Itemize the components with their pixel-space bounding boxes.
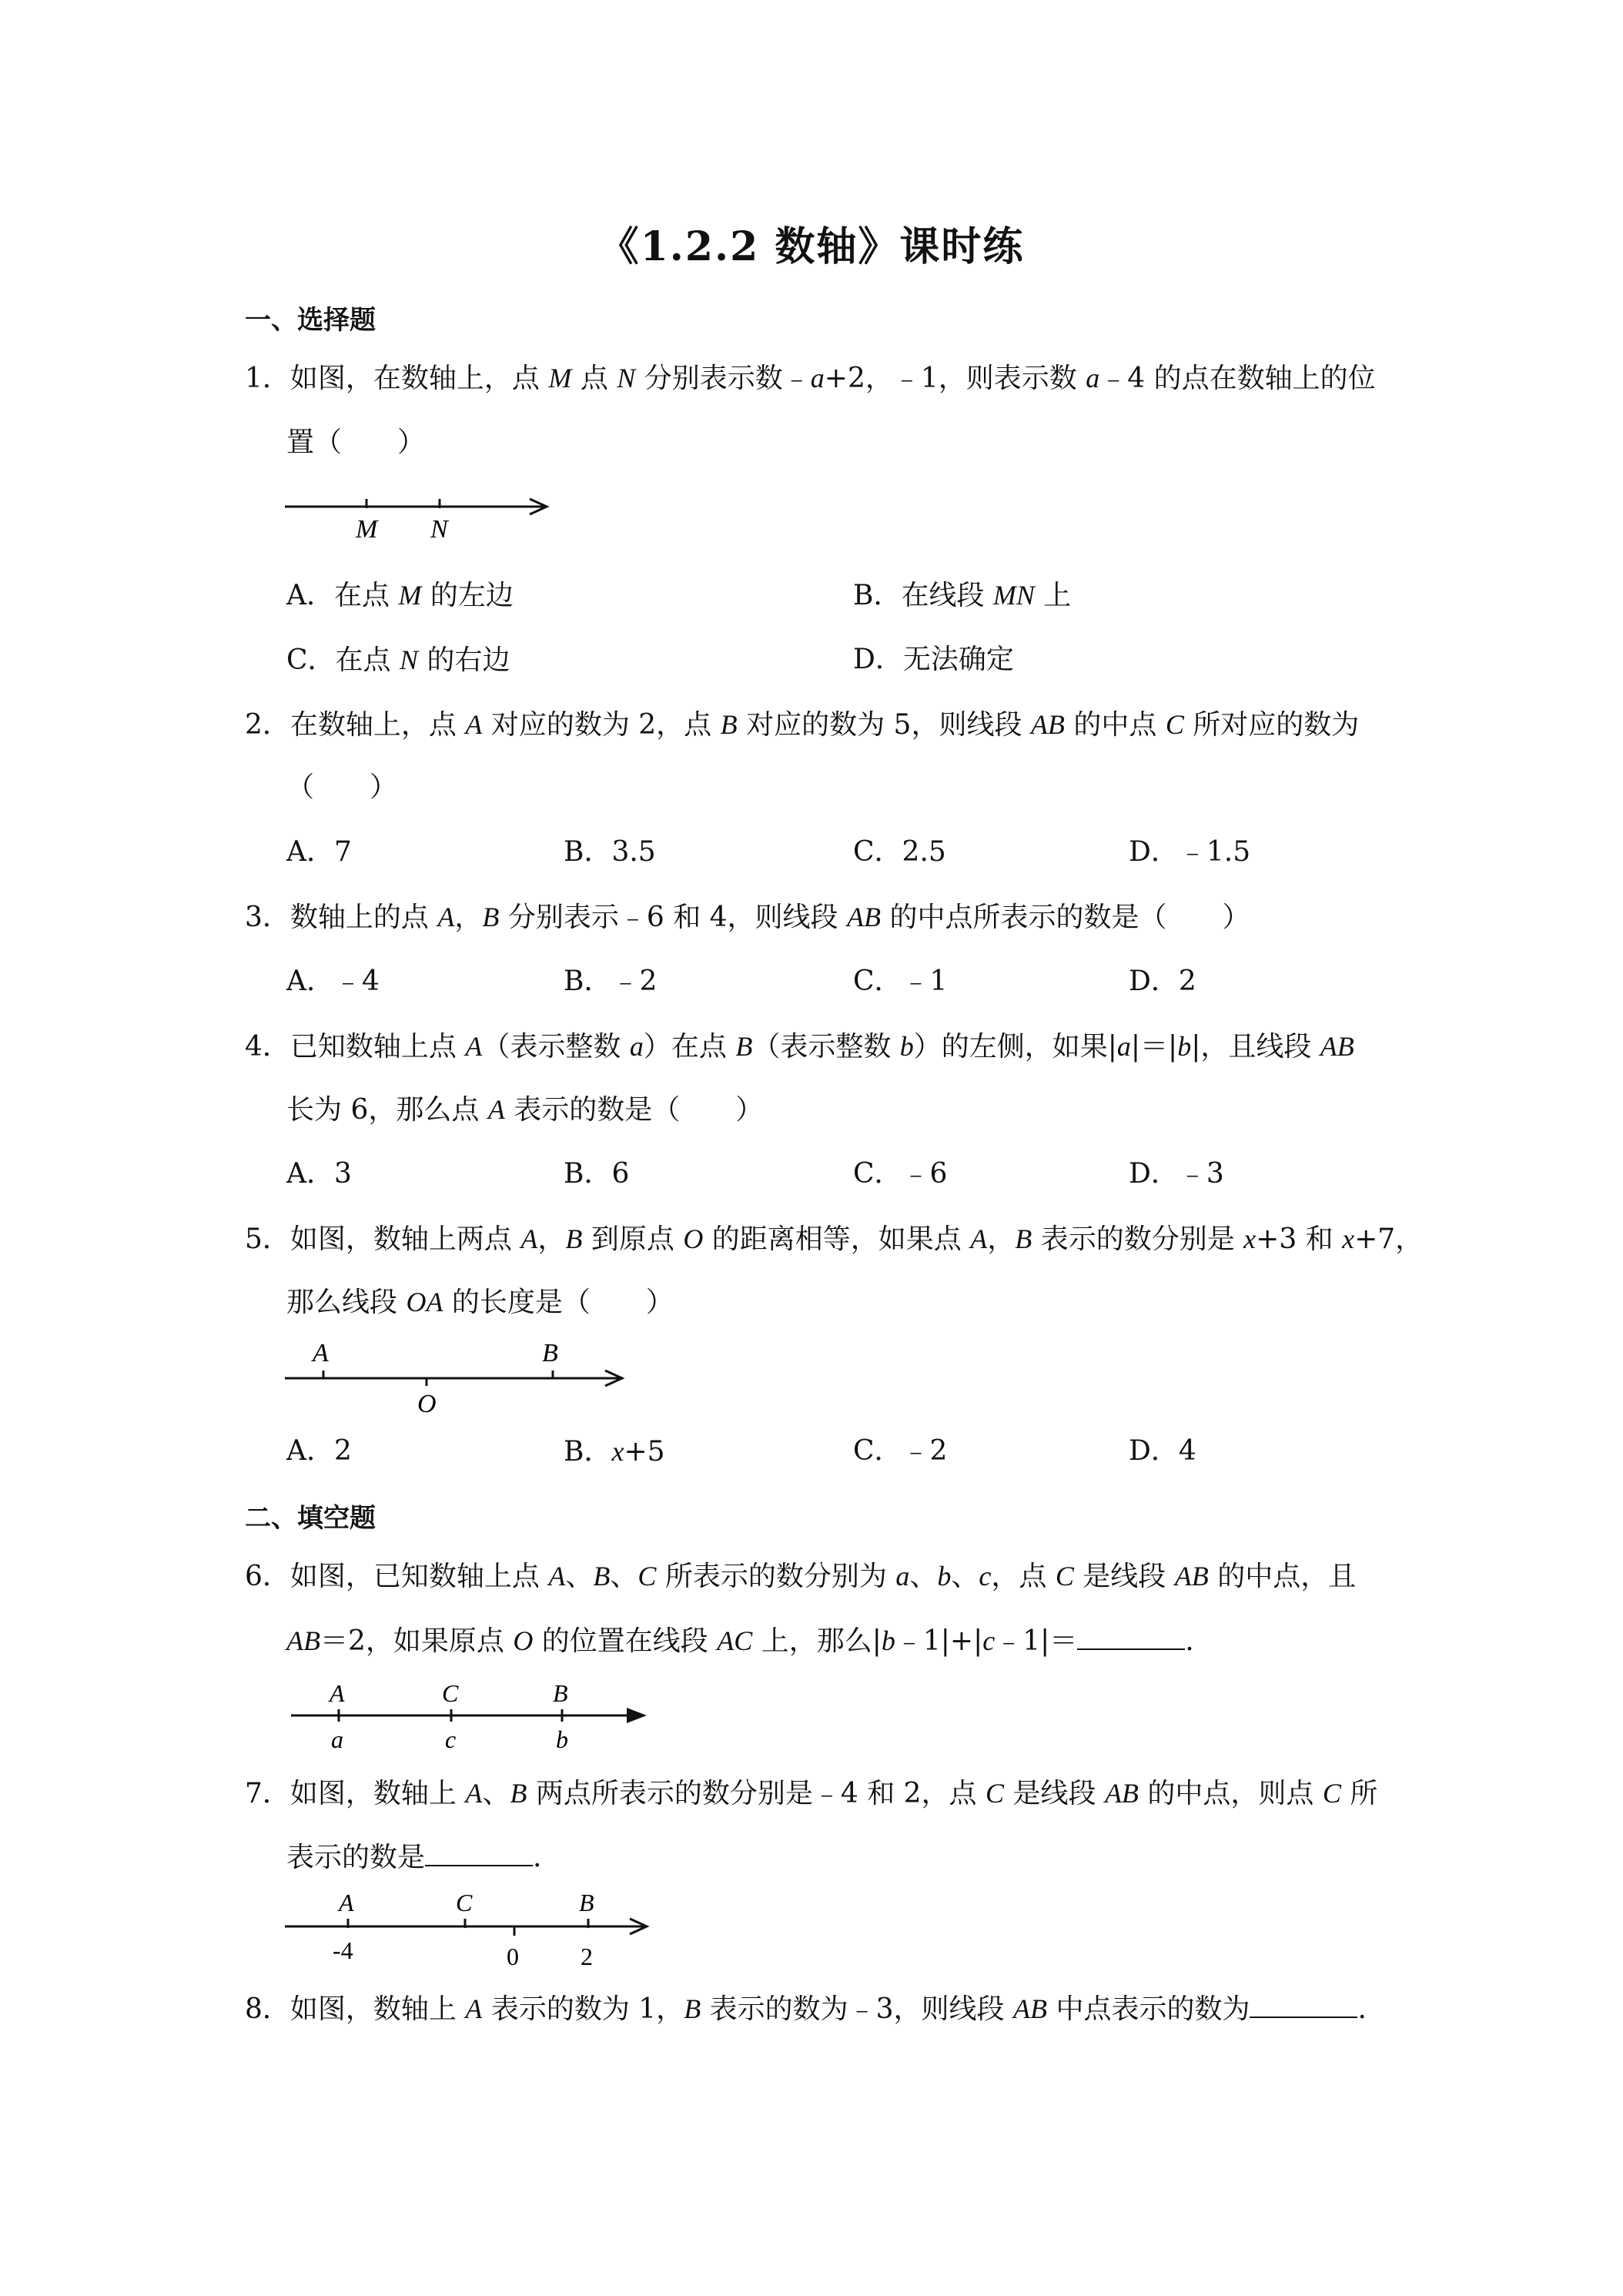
- question-1-line-2: 置（ ）: [286, 427, 426, 458]
- label-A: A: [330, 1679, 345, 1707]
- question-5-line-2: 那么线段 OA 的长度是（ ）: [286, 1287, 674, 1318]
- question-3-line-1: 3．数轴上的点 A，B 分别表示﹣6 和 4，则线段 AB 的中点所表示的数是（ ）: [245, 902, 1250, 933]
- q1-option-a[interactable]: A．在点 M 的左边: [286, 580, 514, 611]
- question-1-number-line: [282, 485, 559, 547]
- axis-arrow: [627, 1708, 647, 1723]
- q1-option-c[interactable]: C．在点 N 的右边: [286, 644, 510, 676]
- question-4-line-1: 4．已知数轴上点 A（表示整数 a）在点 B（表示整数 b）的左侧，如果|a|＝|b|，且线段 AB: [245, 1031, 1354, 1063]
- q3-option-a[interactable]: A．﹣4: [286, 966, 380, 997]
- page-title: 《1.2.2 数轴》课时练: [598, 223, 1025, 270]
- question-7-number-line: [282, 1885, 659, 1970]
- q2-option-b[interactable]: B．3.5: [564, 836, 656, 868]
- label-neg4: -4: [333, 1936, 353, 1964]
- q4-option-d[interactable]: D．﹣3: [1129, 1158, 1224, 1190]
- q4-option-b[interactable]: B．6: [564, 1158, 630, 1190]
- q1-option-d[interactable]: D．无法确定: [853, 644, 1014, 675]
- label-B: B: [579, 1889, 594, 1916]
- q2-option-d[interactable]: D．﹣1.5: [1129, 836, 1251, 868]
- question-2-line-2: （ ）: [286, 771, 398, 803]
- section-choice-heading: 一、选择题: [245, 305, 376, 336]
- question-7-line-2: 表示的数是 .: [286, 1842, 542, 1873]
- question-4-line-2: 长为 6，那么点 A 表示的数是（ ）: [286, 1094, 764, 1126]
- q5-option-a[interactable]: A．2: [286, 1435, 352, 1467]
- label-a: a: [331, 1725, 343, 1753]
- label-b: b: [556, 1725, 568, 1753]
- label-B: B: [542, 1339, 558, 1367]
- label-A: A: [339, 1889, 354, 1916]
- q2-option-c[interactable]: C．2.5: [853, 836, 946, 868]
- q6-answer-blank[interactable]: [1077, 1625, 1185, 1650]
- question-6-line-2: AB＝2，如果原点 O 的位置在线段 AC 上，那么|b﹣1|+|c﹣1|＝ .: [286, 1625, 1194, 1657]
- label-C: C: [442, 1679, 459, 1707]
- question-5-number-line: [282, 1330, 636, 1415]
- label-c: c: [445, 1725, 457, 1753]
- q1-option-b[interactable]: B．在线段 MN 上: [853, 580, 1072, 611]
- label-C: C: [456, 1889, 473, 1916]
- label-2: 2: [581, 1943, 593, 1970]
- question-1-line-1: 1．如图，在数轴上，点 M 点 N 分别表示数﹣a+2，﹣1，则表示数 a﹣4 的点在数轴上的位: [245, 363, 1376, 394]
- q8-answer-blank[interactable]: [1250, 1993, 1357, 2018]
- question-7-line-1: 7．如图，数轴上 A、B 两点所表示的数分别是﹣4 和 2，点 C 是线段 AB 的中点，则点 C 所: [245, 1778, 1378, 1809]
- label-M: M: [356, 515, 378, 544]
- q5-option-b[interactable]: B．x+5: [564, 1436, 665, 1468]
- question-8-line-1: 8．如图，数轴上 A 表示的数为 1，B 表示的数为﹣3，则线段 AB 中点表示的数为 .: [245, 1993, 1367, 2025]
- section-fill-heading: 二、填空题: [245, 1503, 376, 1534]
- q4-option-c[interactable]: C．﹣6: [853, 1158, 948, 1190]
- q4-option-a[interactable]: A．3: [286, 1158, 352, 1190]
- label-0: 0: [507, 1943, 519, 1970]
- question-5-line-1: 5．如图，数轴上两点 A，B 到原点 O 的距离相等，如果点 A，B 表示的数分别是 x+3 和 x+7，: [245, 1223, 1424, 1255]
- label-N: N: [430, 515, 448, 544]
- question-6-line-1: 6．如图，已知数轴上点 A、B、C 所表示的数分别为 a、b、c，点 C 是线段 AB 的中点，且: [245, 1561, 1357, 1592]
- q7-answer-blank[interactable]: [425, 1842, 533, 1866]
- label-B: B: [553, 1679, 568, 1707]
- question-2-line-1: 2．在数轴上，点 A 对应的数为 2，点 B 对应的数为 5，则线段 AB 的中点 C 所对应的数为: [245, 709, 1360, 741]
- label-A: A: [313, 1339, 329, 1367]
- question-6-number-line: [288, 1678, 658, 1755]
- q2-option-a[interactable]: A．7: [286, 836, 352, 868]
- q3-option-b[interactable]: B．﹣2: [564, 966, 658, 997]
- q5-option-d[interactable]: D．4: [1129, 1435, 1196, 1467]
- q3-option-d[interactable]: D．2: [1129, 966, 1196, 997]
- q5-option-c[interactable]: C．﹣2: [853, 1435, 948, 1467]
- q3-option-c[interactable]: C．﹣1: [853, 966, 948, 997]
- label-O: O: [417, 1390, 437, 1415]
